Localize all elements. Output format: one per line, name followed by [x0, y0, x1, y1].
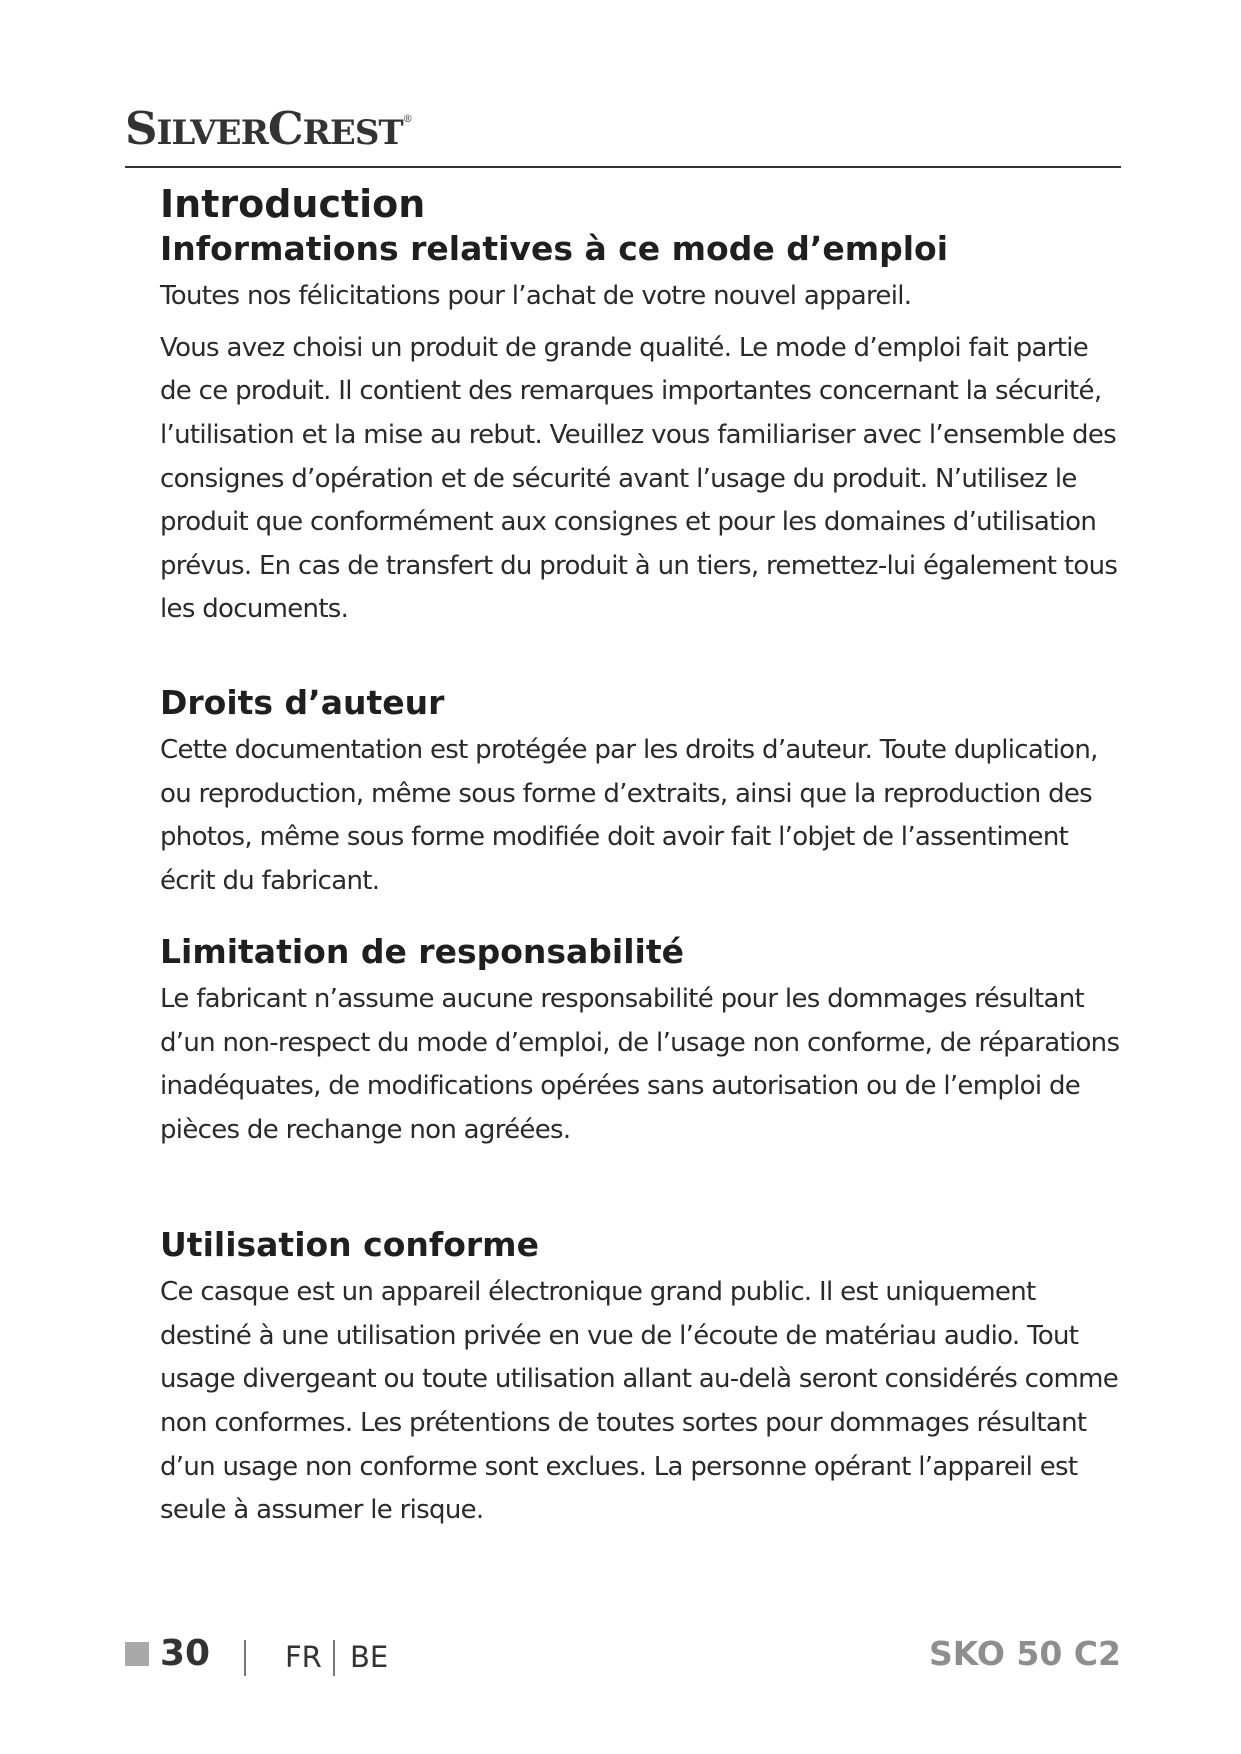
- header-rule: [125, 166, 1121, 168]
- page-title: Introduction: [160, 182, 426, 226]
- section-heading: Utilisation conforme: [160, 1225, 539, 1264]
- section-utilisation: [160, 1224, 1120, 1533]
- section-heading: Informations relatives à ce mode d’emploi: [160, 229, 949, 268]
- section-droits-auteur: [160, 682, 1120, 904]
- footer-language-be: BE: [350, 1640, 389, 1674]
- footer-square-icon: [125, 1642, 149, 1666]
- paragraph: Ce casque est un appareil électronique grand public. Il est uniquement destiné à une utilisation privée en vue de l’écoute de matériau audio. Tout usage divergeant ou toute utilisation allant au-delà seront considérés comme non conformes. Les prétentions de toutes sortes pour dommages résultant d’un usage non conforme sont exclues. La personne opérant l’appareil est seule à assumer le risque.: [160, 1277, 1119, 1526]
- footer-divider: [333, 1640, 335, 1676]
- brand-logo: SILVERCREST®: [125, 102, 412, 155]
- footer-divider: [244, 1640, 246, 1676]
- section-heading: Droits d’auteur: [160, 683, 445, 722]
- model-number: SKO 50 C2: [929, 1634, 1121, 1673]
- paragraph: Cette documentation est protégée par les droits d’auteur. Toute duplication, ou reproduction, même sous forme d’extraits, ainsi que la reproduction des photos, même sous forme modifiée doit avoir fait l’objet de l’assentiment écrit du fabricant.: [160, 735, 1098, 897]
- paragraph: Vous avez choisi un produit de grande qualité. Le mode d’emploi fait partie de ce produit. Il contient des remarques importantes concernant la sécurité, l’utilisation et la mise au rebut. Veuillez vous familiariser avec l’ensemble des consignes d’opération et de sécurité avant l’usage du produit. N’utilisez le produit que conformément aux consignes et pour les domaines d’utilisation prévus. En cas de transfert du produit à un tiers, remettez-lui également tous les documents.: [160, 332, 1118, 625]
- section-limitation: [160, 931, 1120, 1153]
- footer-language-fr: FR: [285, 1640, 322, 1674]
- paragraph: Toutes nos félicitations pour l’achat de votre nouvel appareil.: [160, 281, 912, 312]
- section-informations: [160, 228, 1120, 632]
- section-heading: Limitation de responsabilité: [160, 932, 685, 971]
- paragraph: Le fabricant n’assume aucune responsabilité pour les dommages résultant d’un non-respect du mode d’emploi, de l’usage non conforme, de réparations inadéquates, de modifications opérées sans autorisation ou de l’emploi de pièces de rechange non agréées.: [160, 984, 1120, 1146]
- page-number: 30: [160, 1633, 211, 1674]
